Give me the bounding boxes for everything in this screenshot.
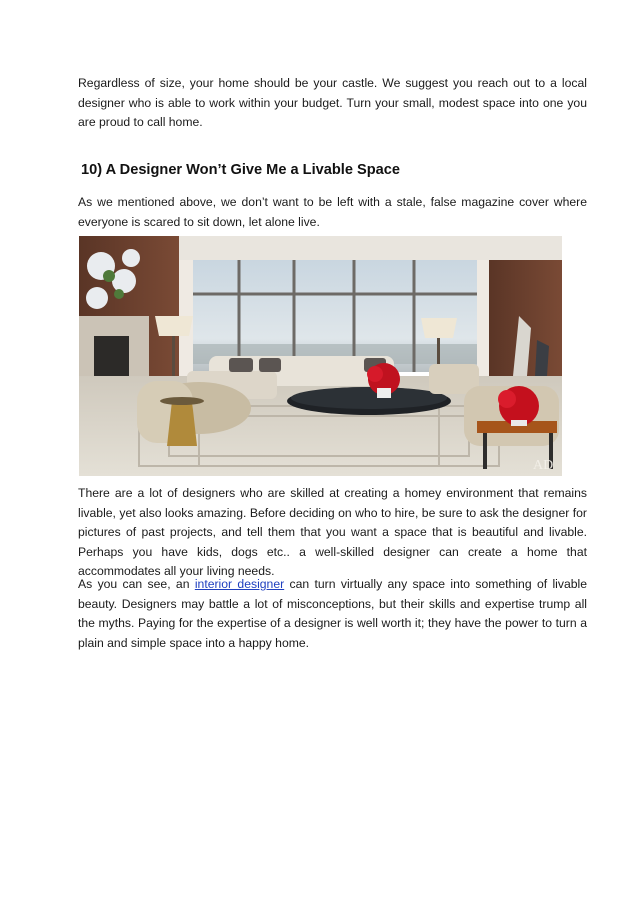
section-heading: 10) A Designer Won’t Give Me a Livable Space [81, 162, 401, 178]
intro-paragraph: Regardless of size, your home should be your castle. We suggest you reach out to a local designer who is able to work within your budget. Turn your small, modest space into one you are proud to call home. [78, 76, 587, 130]
living-room-photo [79, 236, 562, 476]
closing-text-before-link: As you can see, an [78, 577, 195, 591]
photo-watermark: AD [533, 458, 554, 473]
closing-paragraph [78, 575, 587, 653]
designers-paragraph: There are a lot of designers who are skilled at creating a homey environment that remains livable, yet also looks amazing. Before deciding on who to hire, be sure to ask the designer for pictures of past projects, and tell them that you want a space that is beautiful and livable. Perhaps you have kids, dogs etc.. a well-skilled designer can create a home that accommodates all your living needs. [78, 486, 587, 579]
closing-text-after-link: can turn virtually any space into something of livable beauty. Designers may battle a lot of misconceptions, but their skills and expertise trump all the myths. Paying for the expertise of a designer is well worth it; they have the power to turn a plain and simple space into a happy home. [78, 577, 587, 650]
section-intro-paragraph: As we mentioned above, we don’t want to be left with a stale, false magazine cover where everyone is scared to sit down, let alone live. [78, 195, 587, 229]
interior-designer-link[interactable]: interior designer [194, 577, 285, 591]
